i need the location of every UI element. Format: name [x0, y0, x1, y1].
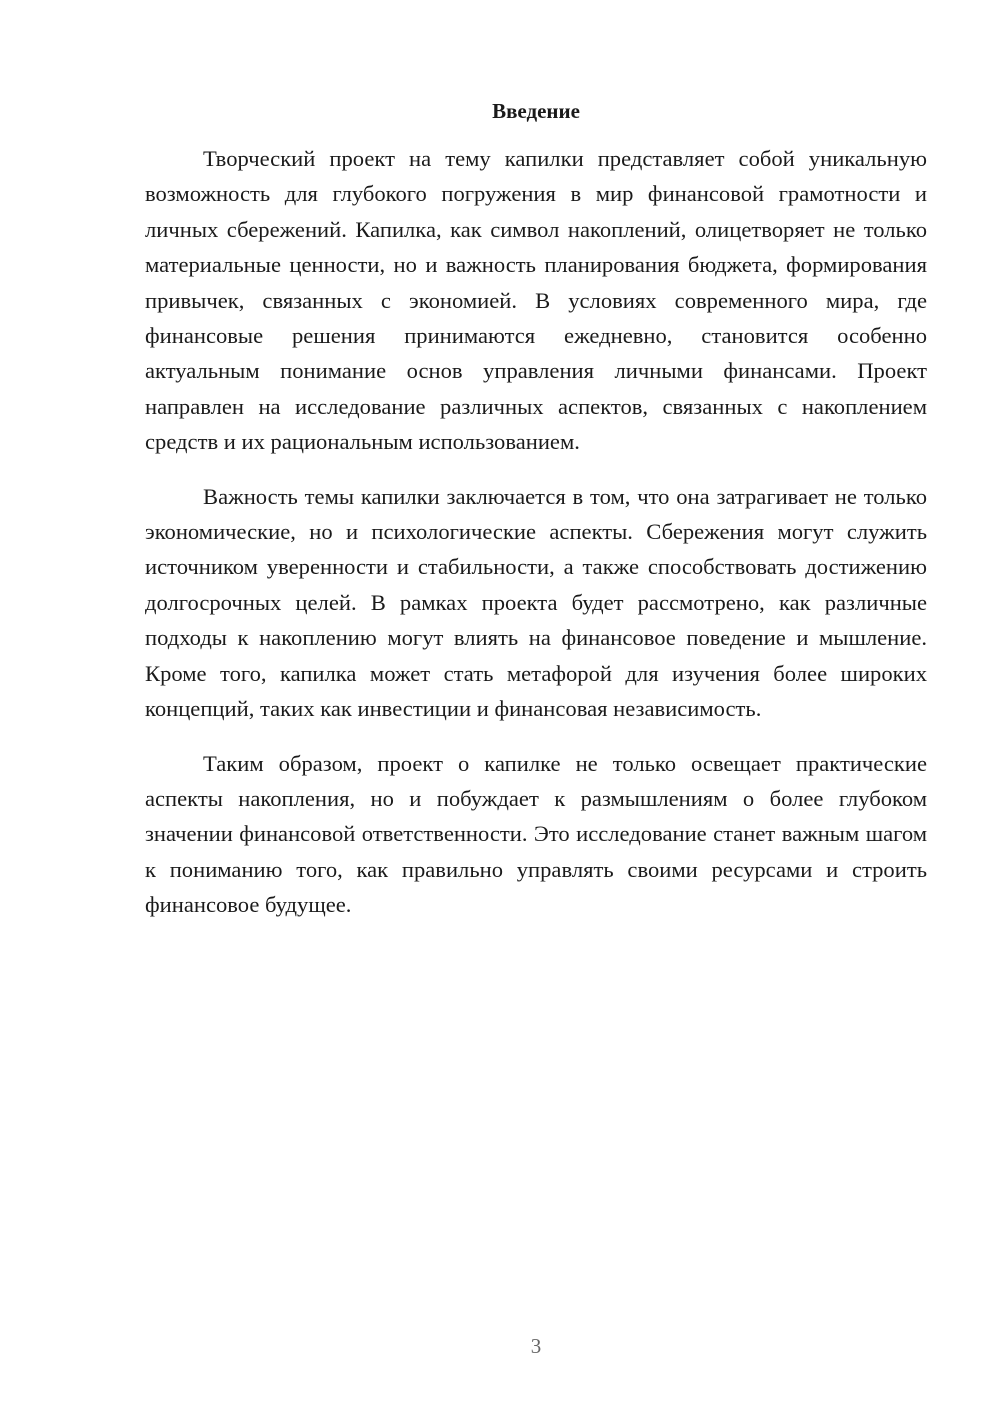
- paragraph-1: Творческий проект на тему капилки представляет собой уникальную возможность для глубокого погружения в мир финансовой грамотности и личных сбережений. Капилка, как символ накоплений, олицетворяет не только материальные ценности, но и важность планирования бюджета, формирования привычек, связанных с экономией. В условиях современного мира, где финансовые решения принимаются ежедневно, становится особенно актуальным понимание основ управления личными финансами. Проект направлен на исследование различных аспектов, связанных с накоплением средств и их рациональным использованием.: [145, 146, 927, 455]
- page-title: Введение: [492, 99, 580, 123]
- paragraph-3: Таким образом, проект о капилке не только освещает практические аспекты накопления, но и побуждает к размышлениям о более глубоком значении финансовой ответственности. Это исследование станет важным шагом к пониманию того, как правильно управлять своими ресурсами и строить финансовое будущее.: [145, 750, 927, 918]
- body-text: [145, 141, 927, 942]
- paragraph-2: Важность темы капилки заключается в том, что она затрагивает не только экономические, но и психологические аспекты. Сбережения могут служить источником уверенности и стабильности, а также способствовать достижению долгосрочных целей. В рамках проекта будет рассмотрено, как различные подходы к накоплению могут влиять на финансовое поведение и мышление. Кроме того, капилка может стать метафорой для изучения более широких концепций, таких как инвестиции и финансовая независимость.: [145, 483, 927, 722]
- page-number: 3: [530, 1334, 542, 1358]
